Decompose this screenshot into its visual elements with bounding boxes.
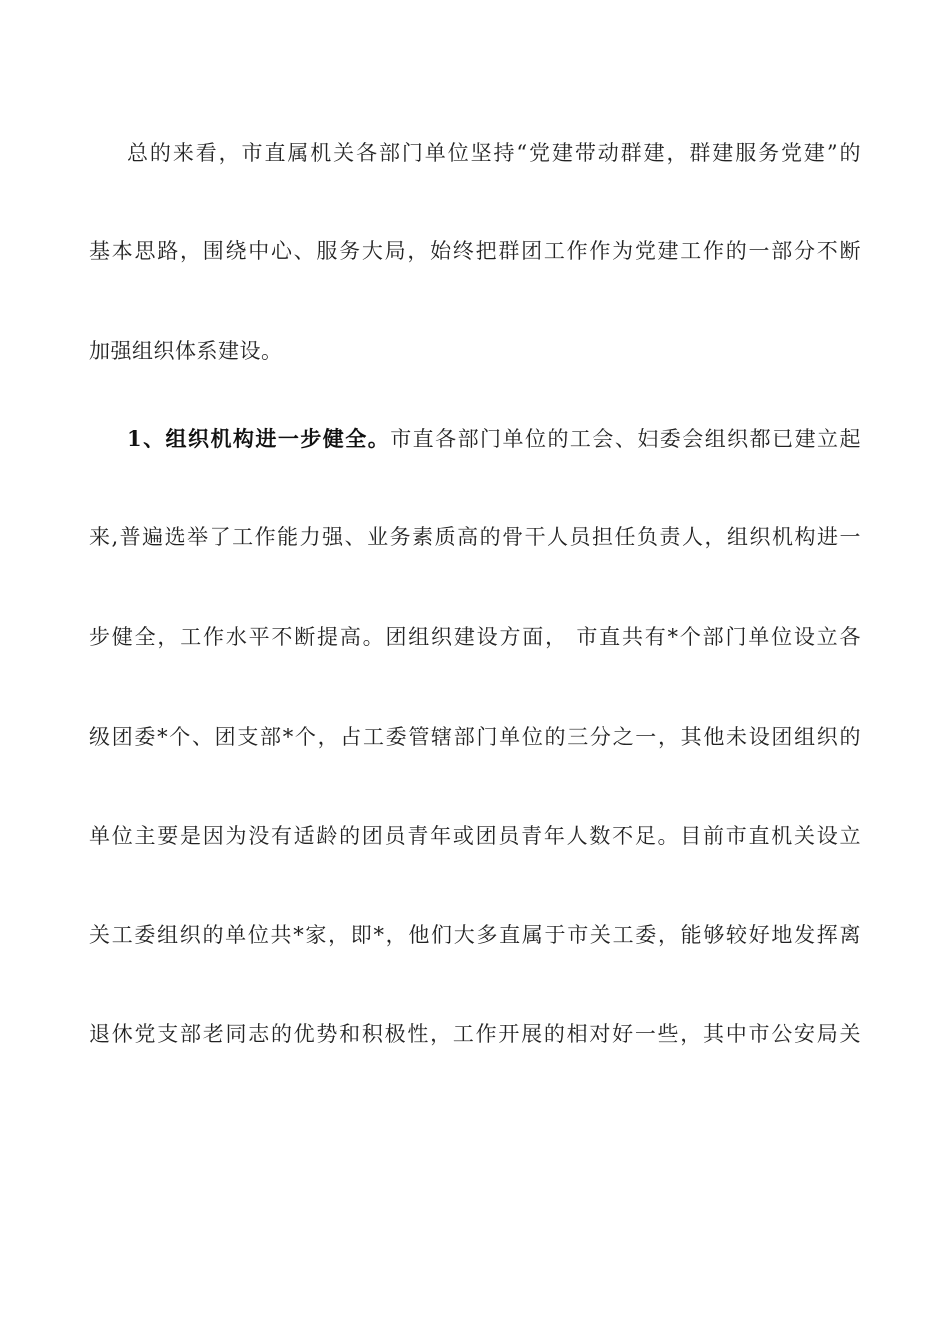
paragraph-2-line-1 <box>127 424 861 454</box>
paragraph-2-line-3: 步健全，工作水平不断提高。团组织建设方面， 市直共有*个部门单位设立各 <box>89 625 861 649</box>
paragraph-1-line-1: 总的来看，市直属机关各部门单位坚持“党建带动群建，群建服务党建”的 <box>127 141 861 165</box>
section-heading: 1、组织机构进一步健全。 <box>127 426 391 451</box>
paragraph-2-line-5: 单位主要是因为没有适龄的团员青年或团员青年人数不足。目前市直机关设立 <box>89 824 861 848</box>
paragraph-2-line-7: 退休党支部老同志的优势和积极性，工作开展的相对好一些，其中市公安局关 <box>89 1022 861 1046</box>
paragraph-1-line-2: 基本思路，围绕中心、服务大局，始终把群团工作作为党建工作的一部分不断 <box>89 239 861 263</box>
paragraph-2-line-6: 关工委组织的单位共*家，即*，他们大多直属于市关工委，能够较好地发挥离 <box>89 923 861 947</box>
paragraph-2-line-1-text: 市直各部门单位的工会、妇委会组织都已建立起 <box>390 427 861 451</box>
paragraph-2-line-4: 级团委*个、团支部*个，占工委管辖部门单位的三分之一，其他未设团组织的 <box>89 725 861 749</box>
paragraph-2-line-2: 来,普遍选举了工作能力强、业务素质高的骨干人员担任负责人，组织机构进一 <box>89 525 861 549</box>
paragraph-1-line-3: 加强组织体系建设。 <box>89 339 283 363</box>
